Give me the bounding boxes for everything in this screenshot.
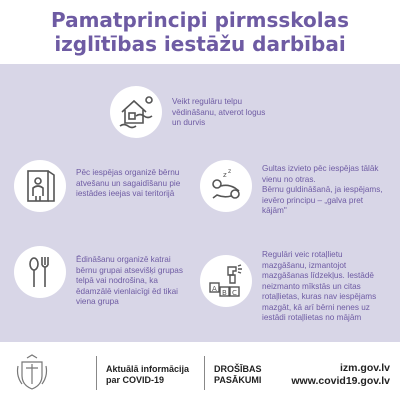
item-4-line: Ēdināšanu organizē katrai [76, 255, 171, 264]
item-5-line: rotaļlietas, kuras nav iespējams [262, 292, 377, 301]
item-1-text [172, 97, 265, 129]
item-1-line: Veikt regulāru telpu [172, 97, 243, 106]
item-4-line: bērnu grupai atsevišķi grupas [76, 265, 183, 275]
item-2-line: atvešanu un sagaidīšanu pie [76, 178, 181, 188]
item-5-text [262, 250, 376, 324]
item-5-line: mazgāšanas līdzekļus. Iestādē [262, 271, 374, 280]
item-3-line: kājām" [262, 206, 287, 215]
toy-cleaning-icon [200, 255, 252, 307]
covid19-link[interactable]: www.covid19.gov.lv [291, 375, 390, 387]
ventilated-house-icon [110, 86, 162, 138]
item-5-line: Regulāri veic rotaļlietu [262, 250, 343, 259]
cutlery-icon [14, 246, 66, 298]
izm-link[interactable]: izm.gov.lv [340, 362, 390, 374]
item-5-line: mazgāšanu, izmantojot [262, 260, 347, 270]
item-3-line: Gultas izvieto pēc iespējas tālāk [262, 164, 379, 173]
item-3-line: Bērnu guldināšanā, ja iespējams, [262, 185, 383, 194]
item-4-line: telpā vai nodrošina, ka [76, 276, 158, 285]
parent-at-door-icon [14, 160, 66, 212]
item-1-line: un durvis [172, 118, 206, 127]
item-4-text [76, 255, 183, 308]
footer [0, 344, 400, 400]
item-4-line: viena grupa [76, 297, 119, 306]
svg-text:C: C [232, 289, 237, 297]
item-5-line: mazgāt, kā arī bērni nenes uz [262, 302, 370, 312]
item-2-line: Pēc iespējas organizē bērnu [76, 168, 180, 177]
item-2-line: iestādes ieejas vai teritorijā [76, 189, 175, 198]
footer-divider [96, 356, 97, 390]
safety-line-2: PASĀKUMI [214, 375, 262, 385]
item-5-line: neizmanto mīkstās un citas [262, 281, 361, 291]
title-line-2: izglītības iestāžu darbībai [54, 32, 346, 56]
item-4-line: ēdamzālē vienlaicīgi ēd tikai [76, 286, 178, 296]
svg-text:z: z [223, 171, 227, 179]
svg-text:z: z [228, 168, 232, 175]
svg-text:B: B [222, 289, 227, 297]
covid-info-line-2: par COVID-19 [106, 375, 165, 385]
covid-info-label [106, 364, 189, 386]
item-2-text [76, 168, 180, 200]
covid-info-line-1: Aktuālā informācija [106, 364, 190, 374]
svg-text:A: A [212, 285, 217, 293]
item-3-line: ievēro principu – „galva pret [262, 195, 364, 205]
title-line-1: Pamatprincipi pirmsskolas [50, 8, 350, 32]
footer-divider [204, 356, 205, 390]
item-3-line: vienu no otras. [262, 174, 316, 184]
coat-of-arms-icon [16, 354, 48, 392]
item-3-text [262, 164, 383, 217]
item-5-line: iestādi rotaļlietas no mājām [262, 313, 362, 322]
page-title [0, 8, 400, 56]
sleeping-children-icon [200, 160, 252, 212]
safety-measures-label [214, 364, 262, 386]
safety-line-1: DROŠĪBAS [214, 364, 262, 374]
item-1-line: vēdināšanu, atverot logus [172, 107, 266, 117]
